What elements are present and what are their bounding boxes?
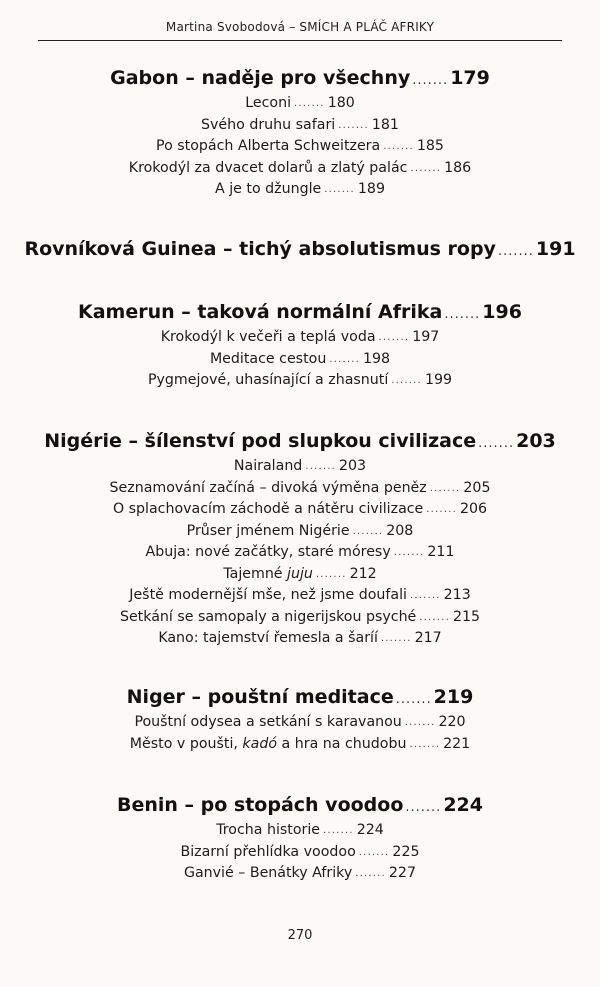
entry-title: A je to džungle <box>214 181 322 197</box>
toc-heading <box>0 685 600 712</box>
entry-title: Abuja: nové začátky, staré móresy <box>145 544 391 560</box>
entry-title: Pouštní odysea a setkání s karavanou <box>134 714 402 730</box>
toc-section-cameroon <box>0 300 600 392</box>
heading-page: 224 <box>443 794 483 816</box>
entry-title-rest: a hra na chudobu <box>277 735 407 752</box>
entry-page: 180 <box>327 95 355 111</box>
entry-page: 215 <box>452 608 481 625</box>
toc-entry <box>0 734 600 756</box>
leader-dots: ....... <box>429 482 461 494</box>
entry-title: Bizarní přehlídka voodoo <box>180 843 356 860</box>
entry-title: Seznamování začíná – divoká výměna peněz <box>109 479 427 496</box>
entry-page: 199 <box>424 372 453 388</box>
toc-section-niger <box>0 685 600 755</box>
toc-section-gabon <box>0 66 600 201</box>
heading-title: Niger – pouštní meditace <box>126 686 394 708</box>
entry-page: 217 <box>414 630 442 646</box>
entry-title: Tajemné <box>223 565 288 582</box>
entry-title: Setkání se samopaly a nigerijskou psyché <box>119 608 417 625</box>
heading-page: 219 <box>433 686 474 708</box>
leader-dots: ....... <box>294 98 325 109</box>
leader-dots: ....... <box>478 436 515 451</box>
toc-heading <box>0 429 600 456</box>
toc-entry <box>0 820 600 842</box>
entry-title: Krokodýl k večeři a teplá voda <box>160 329 376 345</box>
entry-page: 224 <box>356 822 384 838</box>
entry-page: 206 <box>459 501 488 517</box>
toc-entry <box>0 628 600 650</box>
leader-dots: ....... <box>358 846 390 858</box>
entry-page: 220 <box>438 714 466 730</box>
entry-title-italic: juju <box>287 565 313 582</box>
entry-page: 185 <box>416 138 444 154</box>
entry-title: Ještě modernější mše, než jsme doufali <box>129 587 407 603</box>
leader-dots: ....... <box>355 868 386 879</box>
heading-page: 203 <box>516 430 556 452</box>
entry-title: Kano: tajemství řemesla a šaríí <box>158 630 378 646</box>
heading-title: Kamerun – taková normální Afrika <box>78 301 443 323</box>
entry-page: 212 <box>349 565 377 582</box>
leader-dots: ....... <box>305 461 336 472</box>
toc-entry <box>0 499 600 521</box>
leader-dots: ....... <box>391 375 422 386</box>
toc-entry <box>0 607 600 629</box>
toc-entry <box>0 542 600 564</box>
entry-title: Pygmejové, uhasínající a zhasnutí <box>147 372 389 388</box>
running-head: Martina Svobodová – SMÍCH A PLÁČ AFRIKY <box>38 12 562 41</box>
leader-dots: ....... <box>393 547 425 558</box>
toc-heading <box>0 793 600 820</box>
entry-title: Meditace cestou <box>209 350 327 367</box>
entry-page: 213 <box>443 587 471 603</box>
entry-title: O splachovacím záchodě a nátěru civilizace <box>112 501 424 517</box>
heading-page: 196 <box>482 301 522 323</box>
entry-page: 227 <box>388 865 416 881</box>
leader-dots: ....... <box>324 184 355 195</box>
entry-title: Trocha historie <box>216 822 321 838</box>
leader-dots: ....... <box>409 590 441 601</box>
heading-page: 191 <box>535 238 576 260</box>
leader-dots: ....... <box>329 353 360 365</box>
toc-heading <box>0 237 600 264</box>
entry-page: 203 <box>338 458 367 474</box>
toc-entry <box>0 842 600 864</box>
entry-page: 208 <box>386 522 414 539</box>
entry-page: 186 <box>444 159 472 176</box>
heading-page: 179 <box>450 67 490 89</box>
entry-page: 181 <box>371 116 399 133</box>
entry-page: 189 <box>357 181 385 197</box>
leader-dots: ....... <box>412 73 449 88</box>
entry-page: 197 <box>412 329 440 345</box>
toc-heading <box>0 66 600 93</box>
heading-title: Benin – po stopách voodoo <box>116 794 404 816</box>
entry-title: Po stopách Alberta Schweitzera <box>156 138 381 154</box>
toc-entry <box>0 136 600 158</box>
leader-dots: ....... <box>410 162 442 174</box>
entry-title-italic: kadó <box>242 735 278 752</box>
toc-entry <box>0 585 600 607</box>
toc-entry <box>0 456 600 478</box>
entry-title: Leconi <box>245 95 292 111</box>
toc-entry <box>0 564 600 586</box>
page-number: 270 <box>287 928 313 943</box>
toc-entry <box>0 158 600 180</box>
leader-dots: ....... <box>404 717 436 728</box>
toc-section-benin <box>0 793 600 885</box>
leader-dots: ....... <box>405 800 442 815</box>
toc-heading <box>0 300 600 327</box>
toc-entry <box>0 370 600 392</box>
toc-entry <box>0 712 600 734</box>
toc-entry <box>0 349 600 371</box>
entry-title: Město v poušti, <box>129 735 243 752</box>
entry-title: Ganvié – Benátky Afriky <box>183 865 353 881</box>
heading-title: Gabon – naděje pro všechny <box>110 67 411 89</box>
entry-page: 221 <box>443 735 471 752</box>
toc-section-nigeria <box>0 429 600 650</box>
entry-title: Krokodýl za dvacet dolarů a zlatý palác <box>128 159 408 176</box>
leader-dots: ....... <box>323 825 354 836</box>
entry-page: 198 <box>362 350 391 367</box>
leader-dots: ....... <box>383 141 414 152</box>
toc-entry <box>0 93 600 115</box>
leader-dots: ....... <box>380 633 412 644</box>
leader-dots: ....... <box>338 119 369 131</box>
toc-entry <box>0 521 600 543</box>
entry-title: Nairaland <box>233 458 303 474</box>
toc-section-equatorial-guinea <box>0 237 600 264</box>
leader-dots: ....... <box>497 244 534 259</box>
leader-dots: ....... <box>352 525 384 537</box>
entry-page: 205 <box>463 479 491 496</box>
leader-dots: ....... <box>378 332 410 343</box>
toc-entry <box>0 179 600 201</box>
leader-dots: ....... <box>395 692 432 707</box>
heading-title: Rovníková Guinea – tichý absolutismus ropy <box>24 238 496 260</box>
leader-dots: ....... <box>315 568 347 580</box>
toc-entry <box>0 478 600 500</box>
toc-entry <box>0 327 600 349</box>
leader-dots: ....... <box>409 738 441 750</box>
entry-page: 211 <box>427 544 455 560</box>
leader-dots: ....... <box>419 611 450 623</box>
entry-page: 225 <box>392 843 420 860</box>
toc-entry <box>0 863 600 885</box>
leader-dots: ....... <box>444 307 481 322</box>
heading-title: Nigérie – šílenství pod slupkou civilizace <box>44 430 477 452</box>
leader-dots: ....... <box>426 504 457 515</box>
toc-entry <box>0 115 600 137</box>
entry-title: Průser jménem Nigérie <box>186 522 350 539</box>
entry-title: Svého druhu safari <box>201 116 336 133</box>
